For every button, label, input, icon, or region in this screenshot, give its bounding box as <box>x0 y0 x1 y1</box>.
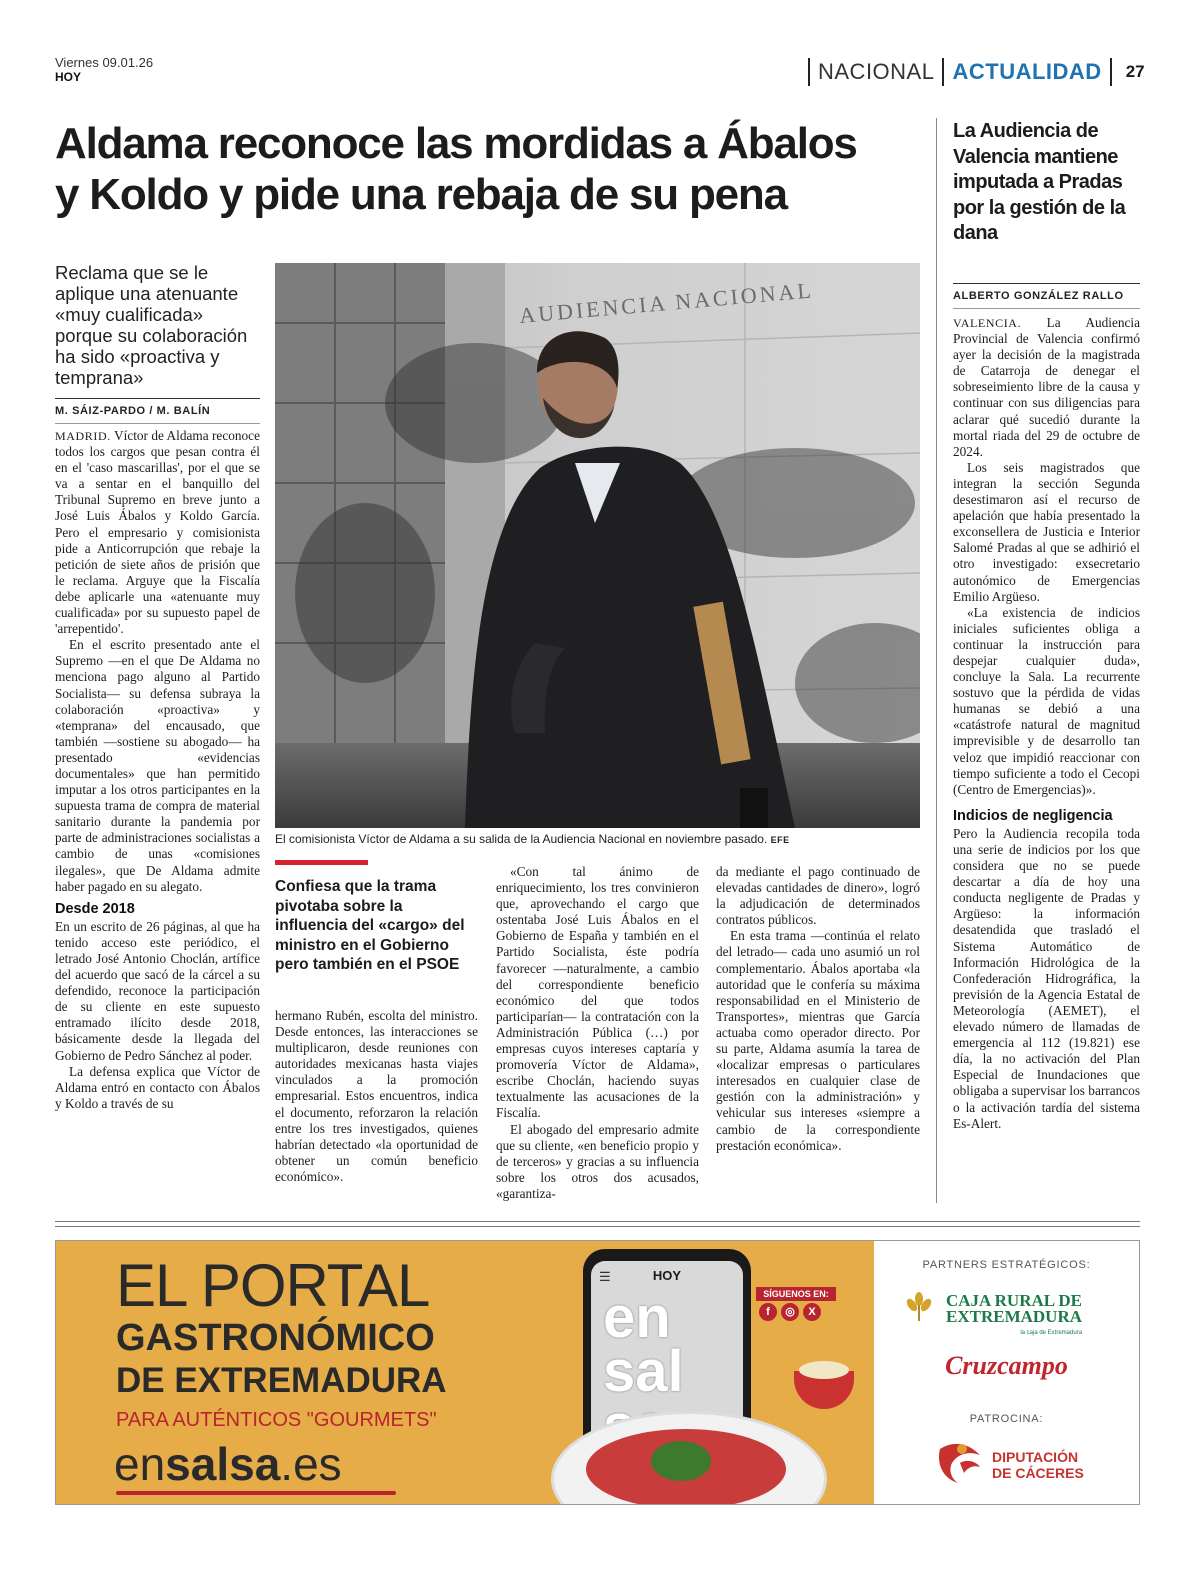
domain-part: salsa <box>165 1438 281 1490</box>
paragraph: da mediante el pago continuado de elevadas cantidades de dinero», logró la adjudicación de determinados contratos públicos. <box>716 864 920 928</box>
arugula-illustration <box>651 1441 711 1481</box>
page-number: 27 <box>1125 62 1145 81</box>
paragraph <box>953 315 1140 460</box>
ad-promo-panel <box>56 1241 874 1504</box>
sidebar-byline-block <box>953 283 1140 309</box>
issue-date <box>55 56 153 84</box>
social-icons <box>759 1303 821 1321</box>
article-column-2 <box>275 1008 478 1185</box>
paragraph: La defensa explica que Víctor de Aldama entró en contacto con Ábalos y Koldo a través de su <box>55 1063 260 1111</box>
ad-separator <box>55 1221 1140 1227</box>
paragraph: hermano Rubén, escolta del ministro. Desde entonces, las interacciones se multiplicaron, desde reuniones con autoridades mexicanas hasta viajes vinculados a la promoción empresarial. Estos encuentros, indica el documento, reforzaron la relación entre los tres investigados, quienes habrían detectado «la oportunidad de obtener un común beneficio económico». <box>275 1008 478 1184</box>
date-text: Viernes 09.01.26 <box>55 55 154 70</box>
ad-line-4: PARA AUTÉNTICOS "GOURMETS" <box>116 1409 437 1431</box>
divider <box>1110 58 1112 86</box>
main-byline-block <box>55 398 260 424</box>
pull-quote <box>275 860 475 975</box>
partner-name-line: EXTREMADURA <box>946 1307 1082 1326</box>
sidebar-headline: La Audiencia de Valencia mantiene imputada a Pradas por la gestión de la dana <box>953 120 1126 244</box>
logo-line: sal <box>603 1339 684 1404</box>
logo-line: en <box>603 1285 671 1350</box>
sidebar-body <box>953 315 1140 1132</box>
paragraph-text: Víctor de Aldama reconoce todos los cargos que pesan contra él en el 'caso mascarillas', por el que se va a sentar en el banquillo del Tribunal Supremo en breve junto a José Luis Ábalos y Koldo García. Pero el empresario y comisionista pide a Anticorrupción que rebaje la petición de siete años de prisión que le reclama. Arguye que la Fiscalía debe aplicarle una «atenuante muy cualificada» por su supuesto papel de 'arrepentido'. <box>55 428 260 637</box>
domain-underline <box>116 1491 396 1495</box>
partner-cruzcampo[interactable]: Cruzcampo <box>945 1351 1068 1380</box>
sponsor-diputacion[interactable] <box>992 1449 1084 1481</box>
ad-line-1: EL PORTAL <box>116 1252 430 1319</box>
divider <box>942 58 944 86</box>
article-kicker: Reclama que se le aplique una atenuante «muy cualificada» porque su colaboración ha sido «proactiva y temprana» <box>55 262 248 388</box>
photo-illustration <box>275 263 920 828</box>
column-divider <box>936 118 937 1203</box>
sponsor-name-line: DE CÁCERES <box>992 1465 1084 1481</box>
article-column-3 <box>496 864 699 1202</box>
subheading: Desde 2018 <box>55 900 135 917</box>
partners-label: PARTNERS ESTRATÉGICOS: <box>922 1259 1091 1271</box>
dateline: VALENCIA. <box>953 316 1022 330</box>
newspaper-name: HOY <box>55 70 82 84</box>
article-column-4 <box>716 864 920 1154</box>
article-photo <box>275 263 920 828</box>
menu-icon[interactable]: ☰ <box>599 1269 611 1284</box>
partner-name-line: CAJA RURAL DE <box>946 1291 1083 1310</box>
photo-agency: EFE <box>770 835 790 845</box>
section-name: NACIONAL <box>818 59 935 84</box>
photo-caption <box>275 832 920 846</box>
subsection-name: ACTUALIDAD <box>952 59 1102 84</box>
paragraph: «La existencia de indicios iniciales suficientes obliga a continuar la instrucción para despejar cualquier duda», concluye la Sala. La recurrente sostuvo que la pérdida de vidas humanas se debió a una «catástrofe natural de magnitud imprevisible y de desarrollo tan veloz que impidió reaccionar con tiempo suficiente a todo el Cecopi (Centro de Emergencias)». <box>953 604 1140 797</box>
building-sign: AUDIENCIA NACIONAL <box>518 277 815 328</box>
quote-rule <box>275 860 368 865</box>
sponsor-label: PATROCINA: <box>969 1413 1044 1425</box>
ad-line-2: GASTRONÓMICO <box>116 1317 435 1359</box>
ad-line-3: DE EXTREMADURA <box>116 1361 447 1400</box>
paragraph: En un escrito de 26 páginas, al que ha tenido acceso este periódico, el letrado José Antonio Choclán, artífice del acuerdo que sacó de la cárcel a su defendido, reconoce la participación de su cliente en este supuesto entramado ilícito desde 2018, básicamente desde la llegada del Gobierno de Pedro Sánchez al poder. <box>55 918 260 1063</box>
main-byline: M. SÁIZ-PARDO / M. BALÍN <box>55 398 260 424</box>
pull-quote-text: Confiesa que la trama pivotaba sobre la influencia del «cargo» del ministro en el Gobierno pero también en el PSOE <box>275 878 465 973</box>
paragraph: En el escrito presentado ante el Supremo —en el que De Aldama no menciona pago alguno al Partido Socialista— su defensa subraya la colaboración «proactiva» y «temprana» del encausado, que también —sostiene su abogado— ha presentado «evidencias documentales» que han permitido imputar a los otros participantes en la supuesta trama de compra de material sanitario durante la pandemia por parte de administraciones socialistas a cambio de unas «comisiones ilegales», que De Aldama admite haber pagado en su alegato. <box>55 637 260 894</box>
paragraph: En esta trama —continúa el relato del letrado— cada uno asumió un rol complementario. Ábalos aportaba «la autoridad que le confería su máxima responsabilidad en el Ministerio de Transportes», mientras que García actuaba como operador directo. Por su parte, Aldama asumía la tarea de «localizar empresas o particulares interesados en cualquier clase de gestión con la administración» y vehicular sus intereses «siempre a cambio de la correspondiente prestación económica». <box>716 928 920 1153</box>
partner-caja-rural[interactable] <box>946 1293 1082 1341</box>
x-icon[interactable]: X <box>803 1303 821 1321</box>
paragraph: Pero la Audiencia recopila toda una serie de indicios por los que considera que no se puede descartar a día de hoy una conducta negligente de Pradas y Argüeso: la información desatendida que trasladó el Sistema Automático de Información Hidrológica de la Confederación Hidrográfica, la previsión de la Agencia Estatal de Meteorología (AEMET), el elevado número de llamadas de emergencia al 112 (19.821) ese día, la no activación del Plan Especial de Inundaciones que obligaba a supervisar los barrancos o la activación tardía del sistema Es-Alert. <box>953 825 1140 1131</box>
wheat-icon <box>904 1291 934 1321</box>
instagram-icon[interactable]: ◎ <box>781 1303 799 1321</box>
headline-line-2: y Koldo y pide una rebaja de su pena <box>55 170 787 219</box>
main-headline <box>55 118 935 220</box>
article-column-1 <box>55 428 260 1112</box>
sidebar-byline: ALBERTO GONZÁLEZ RALLO <box>953 283 1140 309</box>
ad-partners-panel <box>874 1241 1139 1504</box>
headline-line-1: Aldama reconoce las mordidas a Ábalos <box>55 119 857 168</box>
dateline: MADRID. <box>55 429 111 443</box>
sponsor-name-line: DIPUTACIÓN <box>992 1449 1079 1465</box>
domain-part: en <box>114 1438 166 1490</box>
facebook-icon[interactable]: f <box>759 1303 777 1321</box>
paragraph: El abogado del empresario admite que su cliente, «en beneficio propio y de terceros» y gracias a su influencia sobre los otros dos acusados, «garantiza- <box>496 1121 699 1201</box>
paragraph: Los seis magistrados que integran la sección Segunda desestimaron así el recurso de apelación que había presentado la exconsellera de Justicia e Interior Salomé Pradas al que se adhirió el otro investigado: exsecretario autonómico de Emergencias Emilio Argüeso. <box>953 459 1140 604</box>
partner-tagline: la caja de Extremadura <box>1020 1330 1083 1336</box>
phone-brand: HOY <box>652 1268 682 1283</box>
paragraph <box>55 428 260 637</box>
divider <box>808 58 810 86</box>
domain-part: .es <box>280 1438 342 1490</box>
paragraph-text: La Audiencia Provincial de Valencia confirmó ayer la decisión de la magistrada de Catarroja de denegar el sobreseimiento libre de la causa y continuar con sus diligencias para aclarar qué sucedió durante la mortal riada del 29 de octubre de 2024. <box>953 315 1140 459</box>
subheading: Indicios de negligencia <box>953 807 1113 824</box>
social-label: SÍGUENOS EN: <box>756 1287 836 1301</box>
advertisement[interactable] <box>55 1240 1140 1505</box>
paragraph: «Con tal ánimo de enriquecimiento, los tres convinieron que, aprovechando el cargo que ostentaba José Luis Ábalos en el Gobierno de España y también en el Partido Socialista, éste podría favorecer —naturalmente, a cambio del correspondiente beneficio económico del que todos participarían— la contratación con la Administración Pública (…) por empresas cuyos intereses captaría y promovería Víctor de Aldama», escribe Choclán, haciendo suyas textualmente las acusaciones de la Fiscalía. <box>496 864 699 1121</box>
diputacion-emblem-icon <box>936 1441 984 1483</box>
ad-domain <box>114 1437 342 1491</box>
cheese-illustration <box>799 1361 849 1379</box>
section-header <box>800 58 1145 86</box>
caption-text: El comisionista Víctor de Aldama a su salida de la Audiencia Nacional en noviembre pasado. <box>275 832 768 846</box>
